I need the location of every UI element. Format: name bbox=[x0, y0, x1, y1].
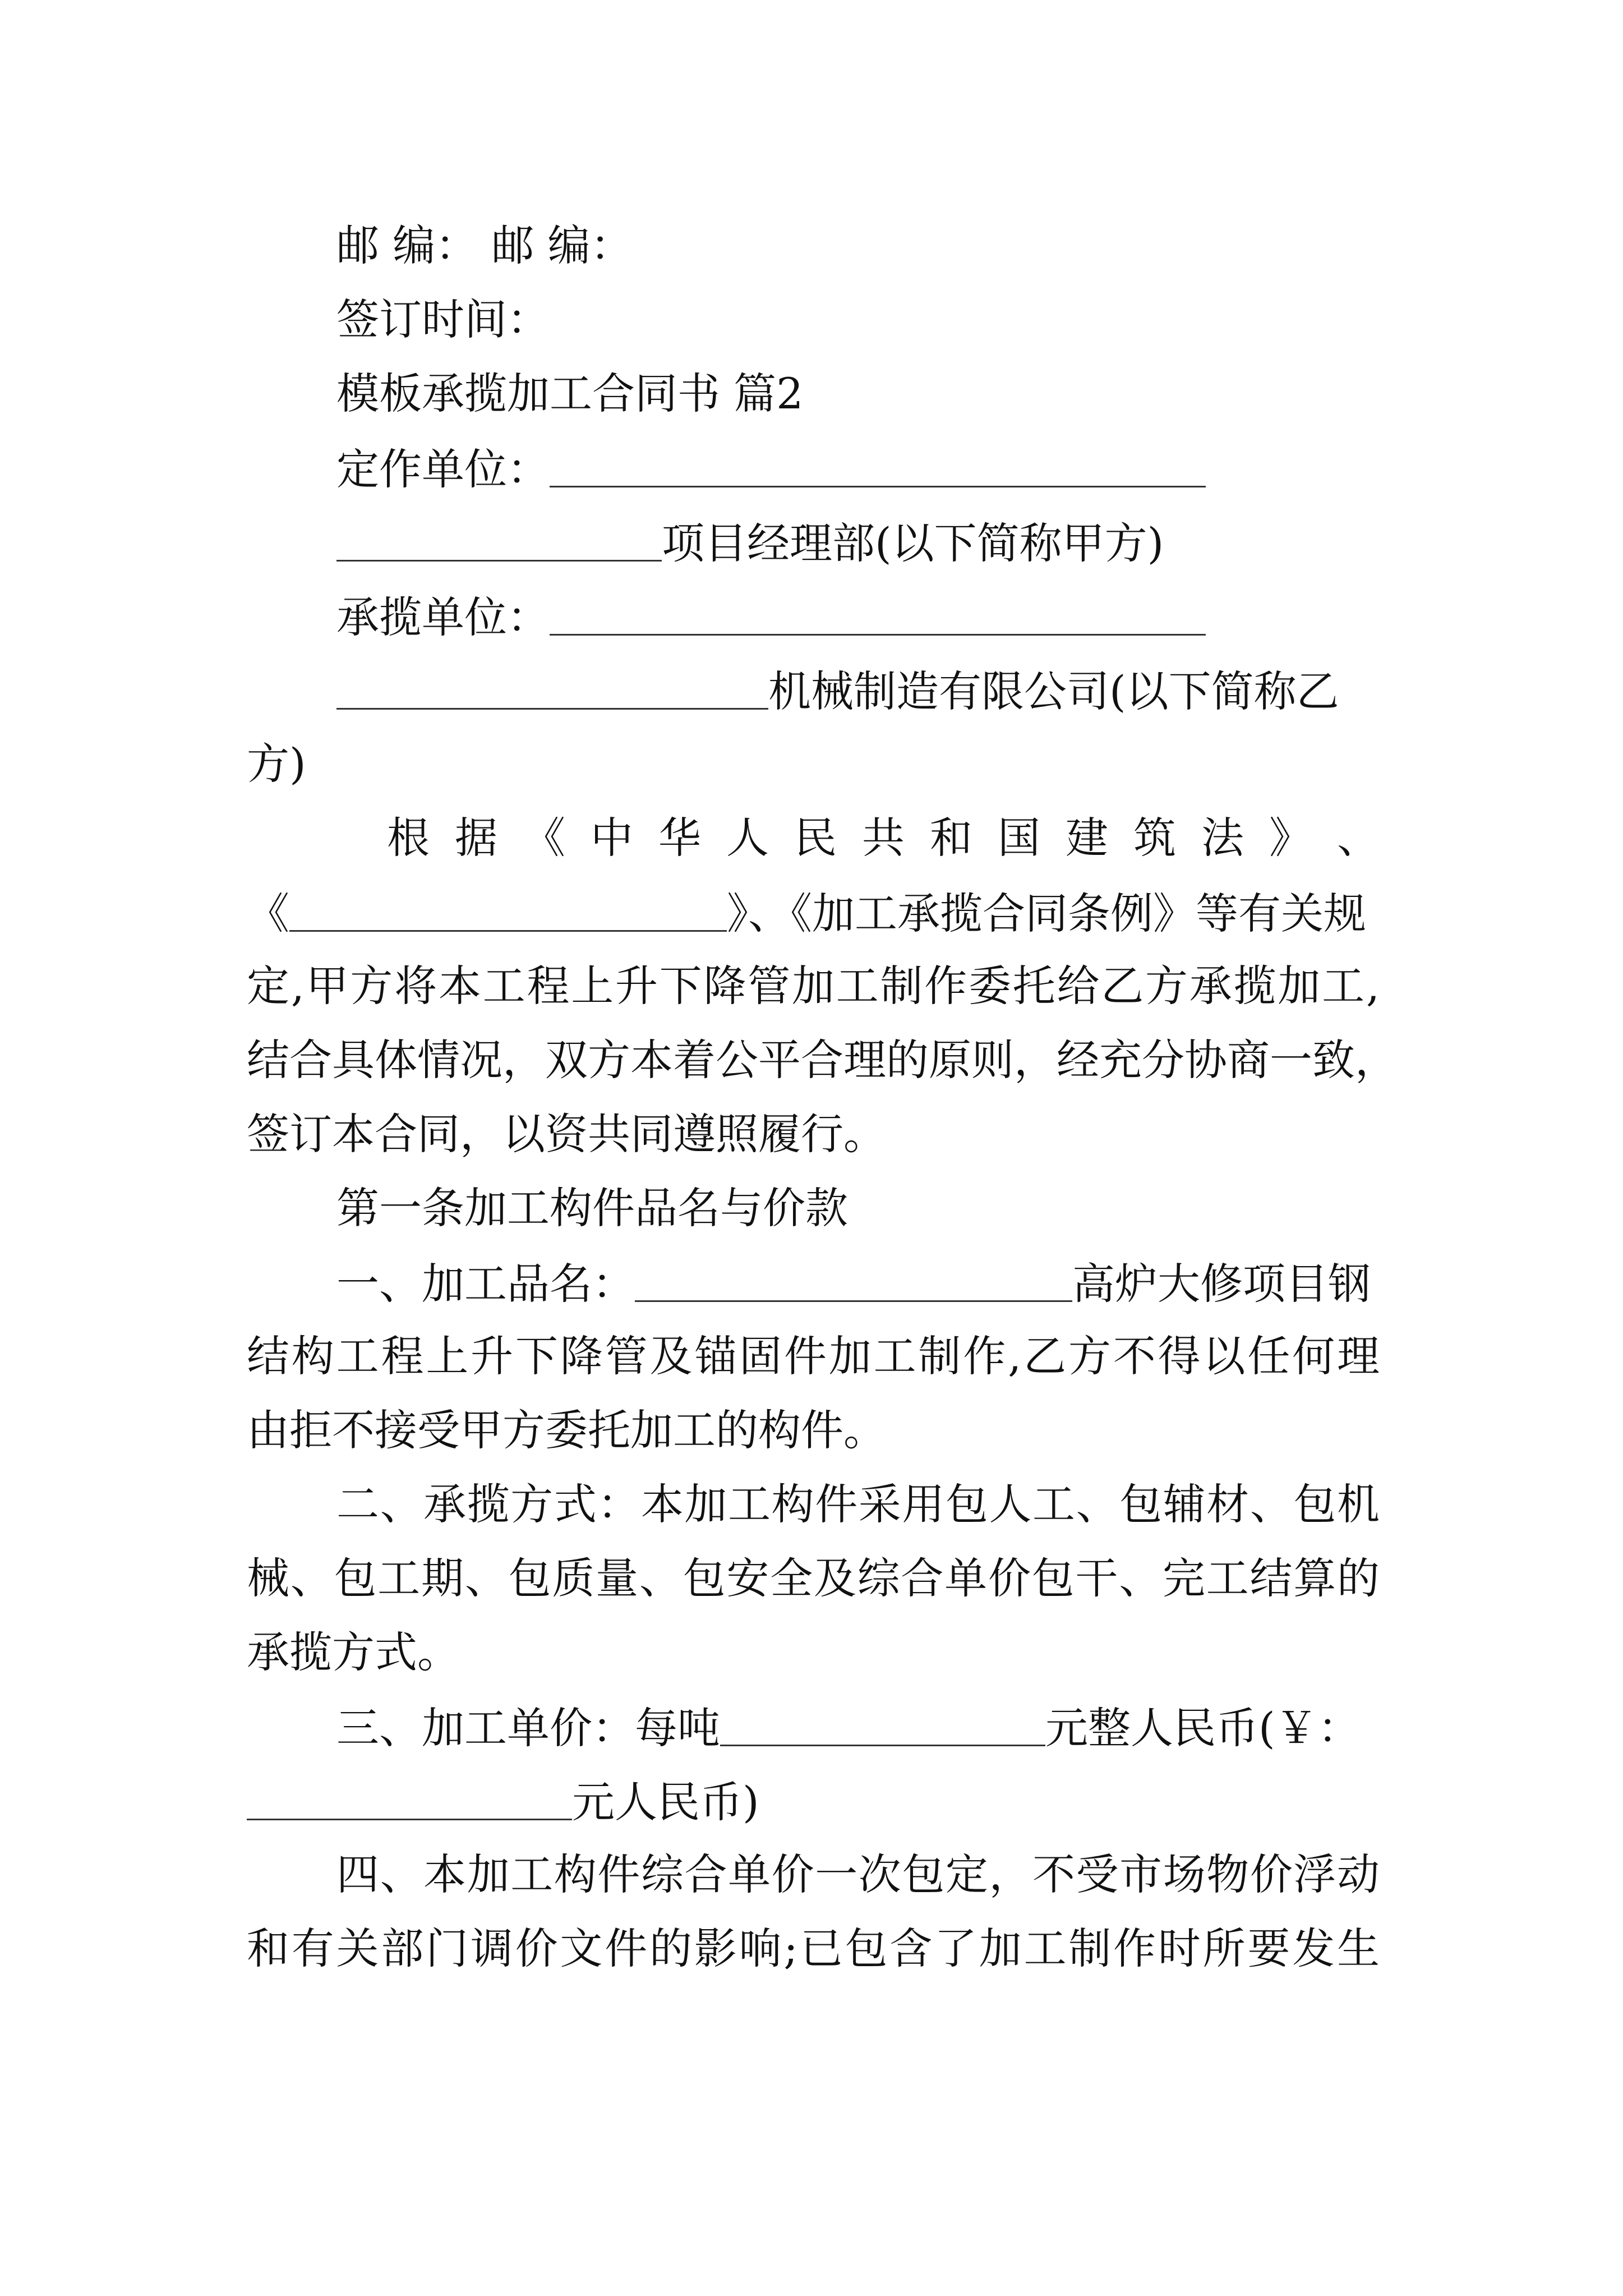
project-dept-text: 项目经理部(以下简称甲方) bbox=[662, 518, 1164, 568]
item-4-line-2 bbox=[247, 1924, 1380, 1973]
item-2-line-3-text: 承揽方式。 bbox=[247, 1627, 460, 1677]
unit-price-number-blank bbox=[247, 1779, 572, 1820]
section-title bbox=[336, 369, 804, 418]
item-2-line-3 bbox=[247, 1627, 460, 1677]
company-cont-text: 方) bbox=[247, 739, 306, 789]
company-blank bbox=[336, 669, 768, 710]
law-name-blank bbox=[289, 891, 727, 932]
project-dept-blank bbox=[336, 521, 662, 562]
item-2-line-1 bbox=[336, 1479, 1380, 1529]
item-1-line-1 bbox=[336, 1259, 1371, 1309]
sign-time-text: 签订时间： bbox=[336, 295, 550, 344]
item-1-line-2-text: 结构工程上升下降管及锚固件加工制作,乙方不得以任何理 bbox=[247, 1331, 1380, 1381]
ordering-unit-blank bbox=[550, 447, 1206, 487]
contractor-line bbox=[336, 592, 1206, 642]
postcode-text: 邮 编： 邮 编： bbox=[336, 220, 633, 270]
item-3-label: 三、加工单价：每吨 bbox=[336, 1703, 720, 1753]
item-3-text: 元整人民币(￥： bbox=[1045, 1703, 1361, 1753]
company-cont-line bbox=[247, 739, 306, 789]
sign-time-line bbox=[336, 295, 550, 344]
item-2-line-2-text: 械、包工期、包质量、包安全及综合单价包干、完工结算的 bbox=[247, 1553, 1380, 1603]
contractor-label: 承揽单位： bbox=[336, 592, 550, 642]
basis-line-3 bbox=[247, 961, 1380, 1011]
basis-line-5 bbox=[247, 1109, 886, 1159]
ordering-unit-line bbox=[336, 444, 1206, 494]
item-2-line-2 bbox=[247, 1553, 1380, 1603]
item-3-line-2 bbox=[247, 1777, 759, 1827]
basis-line-1 bbox=[387, 813, 1380, 863]
section-title-text: 模板承揽加工合同书 篇2 bbox=[336, 369, 804, 418]
basis-line-2 bbox=[247, 889, 1366, 938]
article-1-title bbox=[336, 1183, 848, 1233]
item-3-line-2-text: 元人民币) bbox=[572, 1777, 759, 1827]
item-3-line-1 bbox=[336, 1703, 1361, 1753]
basis-line-2-text: 》、《加工承揽合同条例》等有关规 bbox=[727, 889, 1366, 938]
item-4-line-1 bbox=[336, 1849, 1380, 1899]
item-1-line-3 bbox=[247, 1405, 886, 1455]
ordering-unit-label: 定作单位： bbox=[336, 444, 550, 494]
project-dept-line bbox=[336, 518, 1164, 568]
postcode-line bbox=[336, 220, 633, 270]
basis-line-5-text: 签订本合同，以资共同遵照履行。 bbox=[247, 1109, 886, 1159]
item-1-text: 高炉大修项目钢 bbox=[1072, 1259, 1371, 1309]
item-1-label: 一、加工品名： bbox=[336, 1259, 635, 1309]
company-line bbox=[336, 666, 1339, 716]
item-1-line-3-text: 由拒不接受甲方委托加工的构件。 bbox=[247, 1405, 886, 1455]
item-4-line-2-text: 和有关部门调价文件的影响;已包含了加工制作时所要发生 bbox=[247, 1924, 1380, 1973]
basis-line-4 bbox=[247, 1035, 1398, 1085]
basis-line-2-open: 《 bbox=[247, 889, 289, 938]
contractor-blank bbox=[550, 595, 1206, 636]
item-2-line-1-text: 二、承揽方式：本加工构件采用包人工、包辅材、包机 bbox=[336, 1479, 1380, 1529]
basis-line-3-text: 定,甲方将本工程上升下降管加工制作委托给乙方承揽加工, bbox=[247, 961, 1380, 1011]
item-1-line-2 bbox=[247, 1331, 1380, 1381]
basis-line-4-text: 结合具体情况，双方本着公平合理的原则，经充分协商一致， bbox=[247, 1035, 1398, 1085]
item-4-line-1-text: 四、本加工构件综合单价一次包定，不受市场物价浮动 bbox=[336, 1849, 1380, 1899]
basis-line-1-text: 根 据 《 中 华 人 民 共 和 国 建 筑 法 》 、 bbox=[387, 813, 1380, 863]
company-text: 机械制造有限公司(以下简称乙 bbox=[768, 666, 1339, 716]
article-1-title-text: 第一条加工构件品名与价款 bbox=[336, 1183, 848, 1233]
product-name-blank bbox=[635, 1261, 1072, 1302]
unit-price-blank bbox=[720, 1705, 1045, 1746]
